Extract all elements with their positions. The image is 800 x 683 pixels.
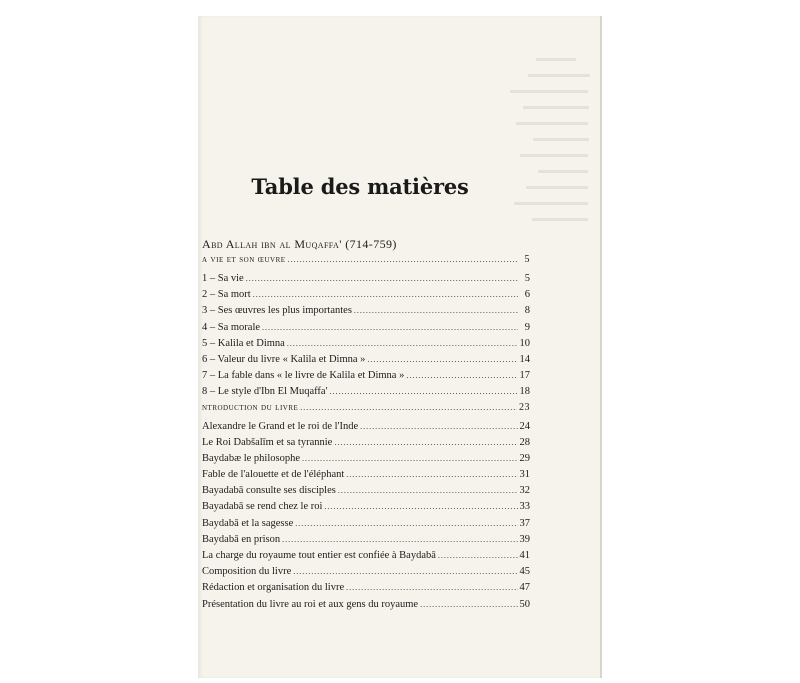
toc-section-row bbox=[202, 401, 530, 415]
toc-entry-row bbox=[202, 564, 530, 580]
toc-entry-row bbox=[202, 368, 530, 384]
toc-entry-label: Le Roi Dabšalīm et sa tyrannie bbox=[202, 436, 333, 448]
toc-entry-row bbox=[202, 352, 530, 368]
dot-leader bbox=[346, 467, 517, 483]
dot-leader bbox=[302, 451, 518, 467]
dot-leader bbox=[338, 483, 518, 499]
toc-page-number: 39 bbox=[519, 533, 530, 545]
toc-page-number: 10 bbox=[519, 337, 530, 349]
dot-leader bbox=[329, 384, 517, 400]
dot-leader bbox=[287, 336, 518, 352]
toc-page-number: 14 bbox=[519, 353, 530, 365]
toc-entry-row bbox=[202, 516, 530, 532]
dot-leader bbox=[246, 271, 518, 287]
toc-page-number: 5 bbox=[524, 254, 530, 265]
toc-page-number: 29 bbox=[519, 452, 530, 464]
toc-entry-row bbox=[202, 451, 530, 467]
toc-main-heading: Abd Allah ibn al Muqaffa' (714-759) bbox=[202, 237, 397, 251]
toc-page-number: 28 bbox=[519, 436, 530, 448]
toc-page-number: 24 bbox=[519, 420, 530, 432]
dot-leader bbox=[262, 320, 518, 336]
toc-entry-label: 4 – Sa morale bbox=[202, 321, 261, 333]
toc-page-number: 8 bbox=[524, 305, 530, 317]
toc-page-number: 17 bbox=[519, 370, 530, 382]
toc-page-number: 5 bbox=[524, 273, 530, 284]
toc-entry-label: Baydabæ le philosophe bbox=[202, 452, 300, 464]
toc-entry-row bbox=[202, 580, 530, 596]
toc-entry-row bbox=[202, 532, 530, 548]
toc-entry-row bbox=[202, 287, 530, 303]
show-through-line bbox=[536, 58, 576, 61]
dot-leader bbox=[367, 352, 517, 368]
toc-page-number: 9 bbox=[524, 321, 530, 333]
dot-leader bbox=[420, 597, 517, 613]
show-through-line bbox=[538, 170, 588, 173]
toc-section-row bbox=[202, 253, 530, 267]
toc-entry-row bbox=[202, 483, 530, 499]
toc-entry-label: Présentation du livre au roi et aux gens du royaume bbox=[202, 598, 419, 610]
toc-page-number: 37 bbox=[519, 517, 530, 529]
toc-entry-label: 2 – Sa mort bbox=[202, 289, 251, 301]
toc-entry-label: Rédaction et organisation du livre bbox=[202, 582, 345, 594]
toc-entry-label: La charge du royaume tout entier est confiée à Baydabā bbox=[202, 550, 436, 561]
toc-page-number: 45 bbox=[519, 566, 530, 578]
toc-entry-label: 5 – Kalila et Dimna bbox=[202, 337, 285, 349]
facing-page-edge bbox=[600, 16, 602, 678]
show-through-line bbox=[520, 154, 588, 157]
toc-entry-label: Baydabā et la sagesse bbox=[202, 517, 294, 529]
toc-entry-row bbox=[202, 435, 530, 451]
dot-leader bbox=[334, 435, 517, 451]
toc-page-number: 50 bbox=[519, 598, 530, 610]
dot-leader bbox=[360, 419, 517, 435]
toc-entry-row bbox=[202, 271, 530, 287]
toc-entry-label: Fable de l'alouette et de l'éléphant bbox=[202, 469, 345, 481]
show-through-line bbox=[516, 122, 588, 125]
toc-page-number: 32 bbox=[519, 485, 530, 497]
toc-section-label: ntroduction du livre bbox=[202, 401, 299, 413]
toc-entry-label: 3 – Ses œuvres les plus importantes bbox=[202, 305, 352, 317]
show-through-line bbox=[514, 202, 588, 205]
toc-entry-label: 8 – Le style d'Ibn El Muqaffa' bbox=[202, 386, 328, 398]
table-of-contents bbox=[202, 236, 530, 613]
toc-entry-label: Alexandre le Grand et le roi de l'Inde bbox=[202, 420, 359, 432]
toc-page-number: 23 bbox=[519, 401, 530, 413]
toc-entry-label: Baydabā en prison bbox=[202, 533, 281, 545]
dot-leader bbox=[346, 580, 517, 596]
show-through-line bbox=[532, 218, 588, 221]
toc-page-number: 47 bbox=[519, 582, 530, 594]
dot-leader bbox=[324, 499, 517, 515]
show-through-line bbox=[533, 138, 589, 141]
toc-entry-row bbox=[202, 320, 530, 336]
page-title: Table des matières bbox=[251, 174, 469, 199]
toc-entry-label: Composition du livre bbox=[202, 566, 292, 578]
dot-leader bbox=[293, 564, 517, 580]
toc-entry-row bbox=[202, 499, 530, 515]
dot-leader bbox=[295, 516, 517, 532]
toc-entry-label: Bayadabā se rend chez le roi bbox=[202, 501, 323, 513]
toc-entry-row bbox=[202, 384, 530, 400]
toc-entry-label: 1 – Sa vie bbox=[202, 273, 244, 284]
toc-section-label: a vie et son œuvre bbox=[202, 254, 286, 265]
dot-leader bbox=[282, 532, 517, 548]
toc-entry-row bbox=[202, 467, 530, 483]
toc-entry-row bbox=[202, 548, 530, 564]
toc-entry-row bbox=[202, 303, 530, 319]
toc-page-number: 31 bbox=[519, 469, 530, 481]
toc-entry-label: Bayadabā consulte ses disciples bbox=[202, 485, 336, 497]
toc-entry-row bbox=[202, 419, 530, 435]
show-through-line bbox=[510, 90, 588, 93]
dot-leader bbox=[354, 303, 518, 319]
dot-leader bbox=[288, 253, 518, 267]
toc-entry-label: 7 – La fable dans « le livre de Kalila et Dimna » bbox=[202, 370, 405, 382]
toc-entry-row bbox=[202, 336, 530, 352]
dot-leader bbox=[300, 401, 517, 415]
toc-page-number: 18 bbox=[519, 386, 530, 398]
toc-page-number: 6 bbox=[524, 289, 530, 301]
toc-page-number: 33 bbox=[519, 501, 530, 513]
toc-entry-label: 6 – Valeur du livre « Kalila et Dimna » bbox=[202, 353, 366, 365]
toc-entry-row bbox=[202, 597, 530, 613]
dot-leader bbox=[438, 548, 518, 564]
dot-leader bbox=[406, 368, 517, 384]
show-through-line bbox=[523, 106, 589, 109]
toc-page-number: 41 bbox=[519, 550, 530, 561]
dot-leader bbox=[253, 287, 518, 303]
show-through-line bbox=[528, 74, 590, 77]
